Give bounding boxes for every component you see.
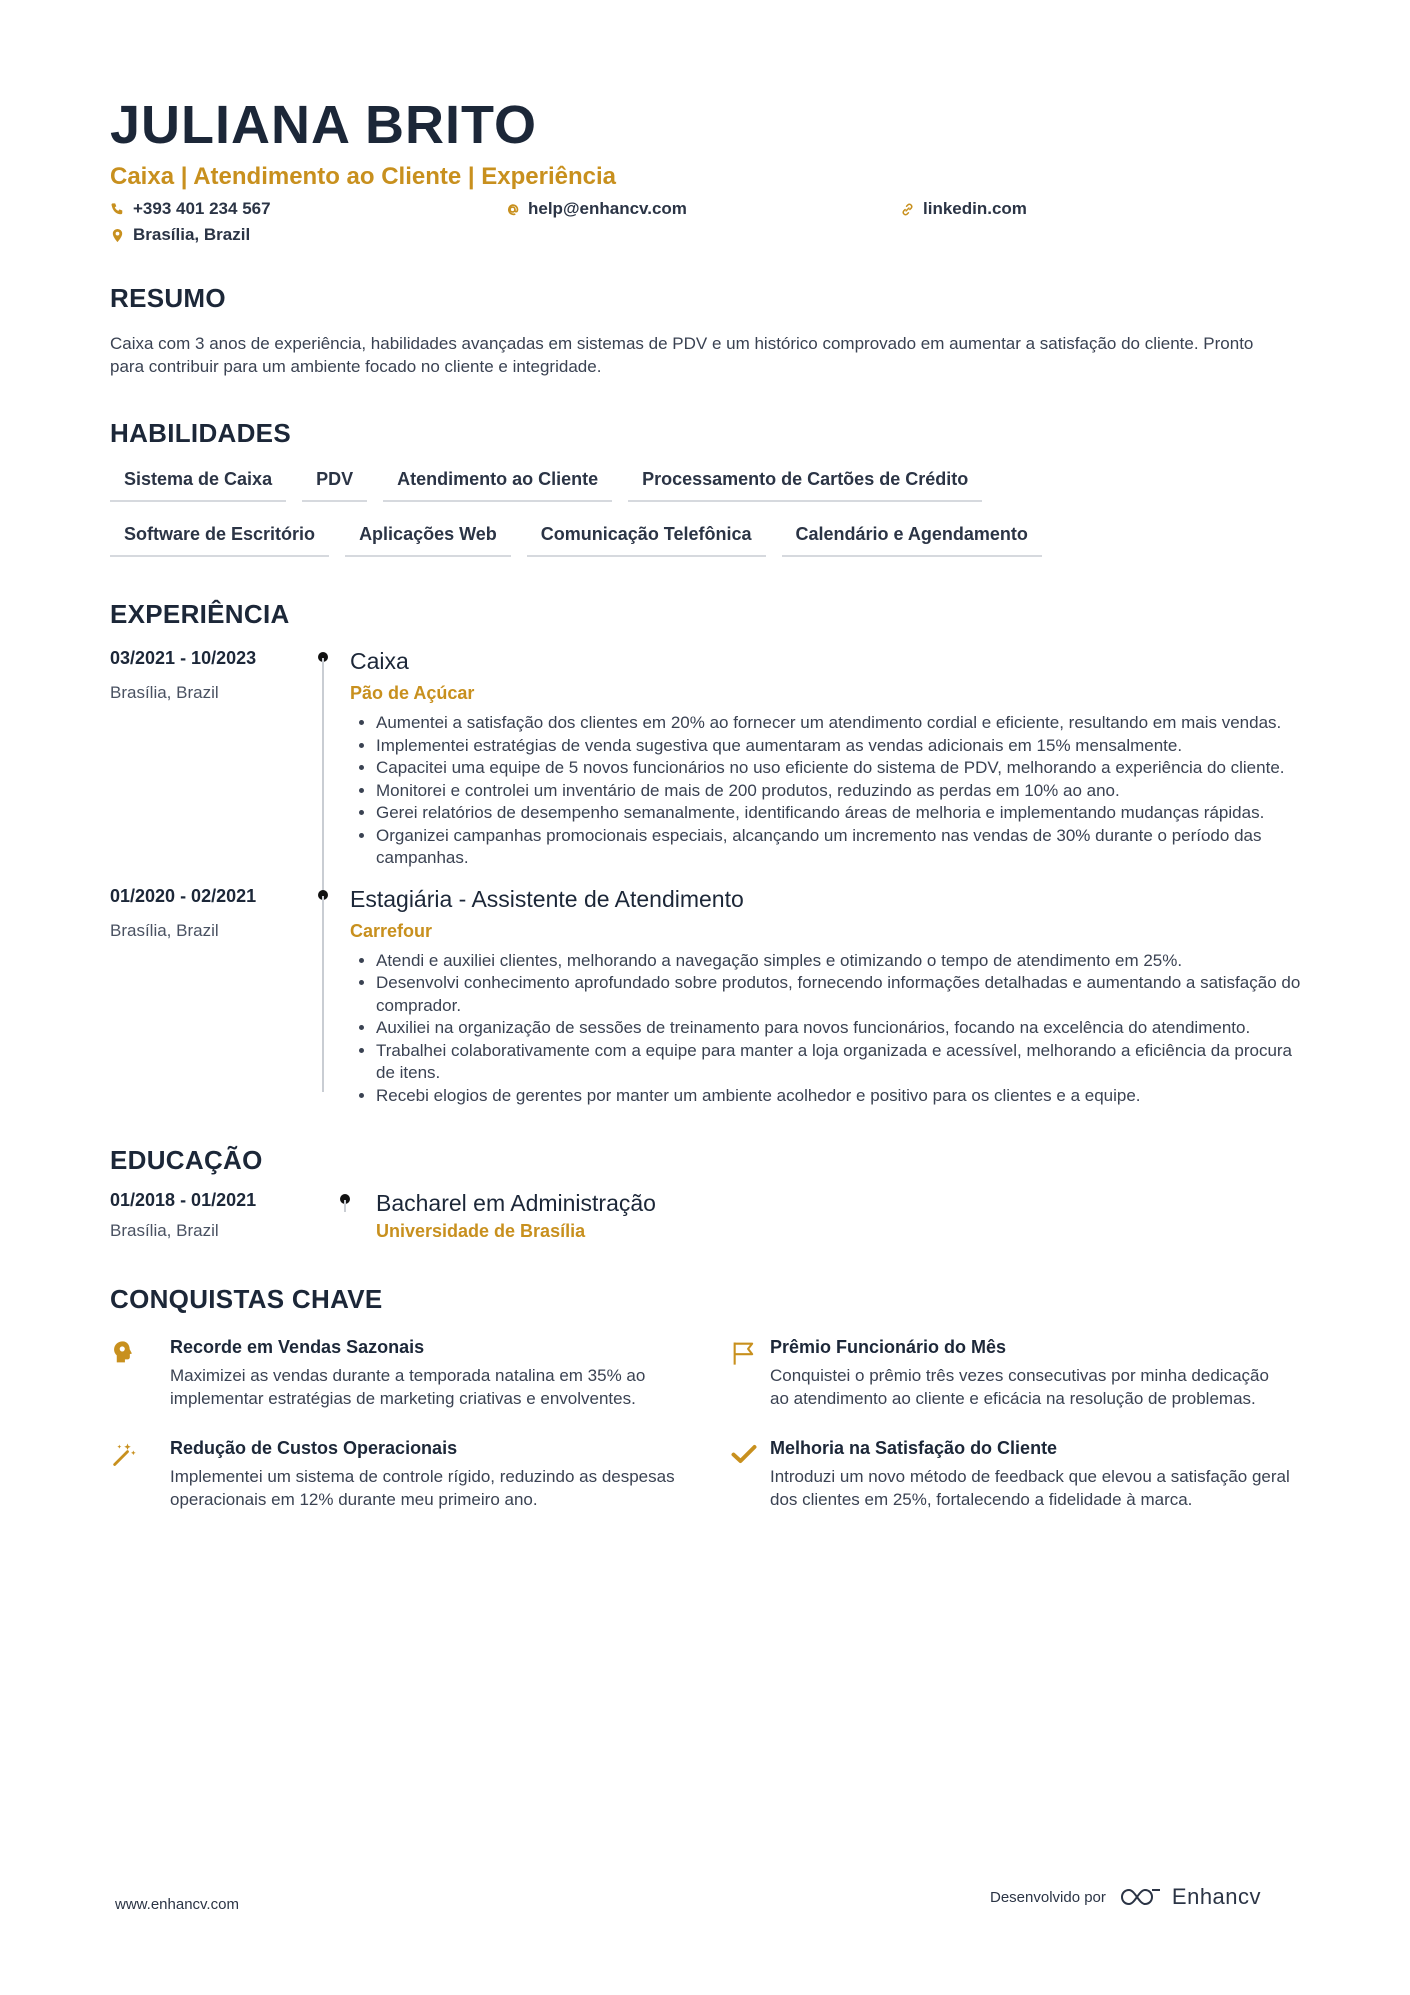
- experience-dates: 01/2020 - 02/2021: [110, 885, 257, 906]
- checkmark-icon: [730, 1440, 758, 1468]
- email-contact[interactable]: [505, 199, 900, 219]
- head-icon: [110, 1339, 138, 1367]
- achievements-section: [110, 1284, 1310, 1511]
- candidate-title: Caixa | Atendimento ao Cliente | Experiência: [110, 163, 617, 191]
- experience-dates: 03/2021 - 10/2023: [110, 648, 257, 669]
- summary-heading: RESUMO: [110, 283, 226, 314]
- timeline-line: [344, 1200, 346, 1212]
- skills-list: [110, 469, 1210, 557]
- bullet-item: • Gerei relatórios de desempenho semanalmente, identificando áreas de melhoria e implementando mudanças rápidas.: [376, 802, 1310, 825]
- achievement-title: Melhoria na Satisfação do Cliente: [770, 1438, 1058, 1459]
- achievement-desc: Introduzi um novo método de feedback que elevou a satisfação geral dos clientes em 25%, fortalecendo a fidelidade à marca.: [770, 1467, 1290, 1510]
- bullet-item: • Monitorei e controlei um inventário de mais de 200 produtos, reduzindo as perdas em 10% ao ano.: [376, 780, 1310, 803]
- linkedin-text[interactable]: linkedin.com: [923, 199, 1027, 219]
- footer-website[interactable]: www.enhancv.com: [115, 1896, 239, 1913]
- experience-item: [110, 886, 1310, 1108]
- phone-icon: [110, 202, 125, 217]
- skill-tag: Sistema de Caixa: [110, 469, 286, 502]
- linkedin-contact[interactable]: [900, 199, 1200, 219]
- summary-text: Caixa com 3 anos de experiência, habilidades avançadas em sistemas de PDV e um histórico comprovado em aumentar a satisfação do cliente. Pronto para contribuir para um ambiente focado no cliente e integridade.: [110, 334, 1254, 377]
- skill-tag: Software de Escritório: [110, 524, 329, 557]
- candidate-name: JULIANA BRITO: [110, 95, 538, 155]
- bullet-item: • Atendi e auxiliei clientes, melhorando a navegação simples e otimizando o tempo de atendimento em 25%.: [376, 950, 1310, 973]
- education-degree: Bacharel em Administração: [376, 1190, 656, 1217]
- bullet-item: • Implementei estratégias de venda sugestiva que aumentaram as vendas adicionais em 15% mensalmente.: [376, 735, 1310, 758]
- achievement-item: [730, 1438, 1290, 1511]
- phone-text: +393 401 234 567: [133, 199, 271, 219]
- experience-role: Caixa: [350, 648, 409, 675]
- skills-heading: HABILIDADES: [110, 418, 291, 449]
- achievement-title: Prêmio Funcionário do Mês: [770, 1337, 1007, 1358]
- achievement-item: [730, 1337, 1290, 1410]
- timeline: [320, 648, 346, 870]
- location-pin-icon: [110, 228, 125, 243]
- bullet-item: • Aumentei a satisfação dos clientes em 20% ao fornecer um atendimento cordial e eficiente, resultando em mais vendas.: [376, 712, 1310, 735]
- education-school: Universidade de Brasília: [376, 1221, 586, 1242]
- bullet-item: • Auxiliei na organização de sessões de treinamento para novos funcionários, focando na excelência do atendimento.: [376, 1017, 1310, 1040]
- achievement-title: Recorde em Vendas Sazonais: [170, 1337, 425, 1358]
- magic-wand-icon: [110, 1440, 138, 1468]
- contact-info: [110, 199, 1310, 245]
- bullet-item: • Trabalhei colaborativamente com a equipe para manter a loja organizada e acessível, melhorando a eficiência da procura de itens.: [376, 1040, 1310, 1085]
- skill-tag: Comunicação Telefônica: [527, 524, 766, 557]
- achievement-desc: Implementei um sistema de controle rígido, reduzindo as despesas operacionais em 12% durante meu primeiro ano.: [170, 1467, 675, 1510]
- experience-role: Estagiária - Assistente de Atendimento: [350, 885, 744, 912]
- skill-tag: PDV: [302, 469, 367, 502]
- bullet-item: • Desenvolvi conhecimento aprofundado sobre produtos, fornecendo informações detalhadas e aumentando a satisfação do comprador.: [376, 972, 1310, 1017]
- experience-list: [110, 648, 1310, 1107]
- education-heading: EDUCAÇÃO: [110, 1145, 263, 1176]
- experience-location: Brasília, Brazil: [110, 920, 219, 940]
- skill-tag: Atendimento ao Cliente: [383, 469, 612, 502]
- education-item: [110, 1190, 1310, 1242]
- achievement-item: [110, 1438, 730, 1511]
- skill-tag: Calendário e Agendamento: [782, 524, 1042, 557]
- enhancv-logo-icon: [1118, 1885, 1164, 1909]
- timeline: [342, 1190, 372, 1242]
- achievements-heading: CONQUISTAS CHAVE: [110, 1284, 383, 1315]
- experience-bullets: [350, 950, 1310, 1108]
- flag-icon: [730, 1339, 758, 1367]
- education-location: Brasília, Brazil: [110, 1221, 219, 1241]
- brand-name: Enhancv: [1171, 1884, 1262, 1909]
- education-dates: 01/2018 - 01/2021: [110, 1190, 257, 1211]
- bullet-item: • Organizei campanhas promocionais especiais, alcançando um incremento nas vendas de 30% durante o período das campanhas.: [376, 825, 1310, 870]
- education-section: [110, 1145, 1310, 1242]
- summary-section: [110, 283, 1310, 378]
- achievement-title: Redução de Custos Operacionais: [170, 1438, 458, 1459]
- bullet-item: • Recebi elogios de gerentes por manter um ambiente acolhedor e positivo para os clientes e a equipe.: [376, 1085, 1310, 1108]
- achievement-desc: Maximizei as vendas durante a temporada natalina em 35% ao implementar estratégias de marketing criativas e envolventes.: [170, 1366, 646, 1409]
- timeline-line: [322, 896, 324, 1092]
- email-text[interactable]: help@enhancv.com: [528, 199, 687, 219]
- link-icon: [900, 202, 915, 217]
- timeline: [320, 886, 346, 1108]
- location-text: Brasília, Brazil: [133, 225, 251, 245]
- experience-item: [110, 648, 1310, 870]
- achievement-item: [110, 1337, 730, 1410]
- location-contact: [110, 225, 505, 245]
- at-icon: [505, 202, 520, 217]
- experience-bullets: [350, 712, 1310, 870]
- experience-company: Carrefour: [350, 920, 433, 941]
- achievements-list: [110, 1337, 1310, 1511]
- phone-contact: [110, 199, 505, 219]
- experience-location: Brasília, Brazil: [110, 683, 219, 703]
- skill-tag: Processamento de Cartões de Crédito: [628, 469, 982, 502]
- resume-page: [110, 96, 1310, 1511]
- footer-branding: [990, 1884, 1261, 1910]
- powered-by-text: Desenvolvido por: [990, 1888, 1106, 1906]
- skills-section: [110, 418, 1310, 557]
- experience-company: Pão de Açúcar: [350, 683, 475, 704]
- experience-section: [110, 599, 1310, 1107]
- skill-tag: Aplicações Web: [345, 524, 511, 557]
- achievement-desc: Conquistei o prêmio três vezes consecutivas por minha dedicação ao atendimento ao cliente e eficácia na resolução de problemas.: [770, 1366, 1269, 1409]
- bullet-item: • Capacitei uma equipe de 5 novos funcionários no uso eficiente do sistema de PDV, melhorando a experiência do cliente.: [376, 757, 1310, 780]
- experience-heading: EXPERIÊNCIA: [110, 599, 290, 630]
